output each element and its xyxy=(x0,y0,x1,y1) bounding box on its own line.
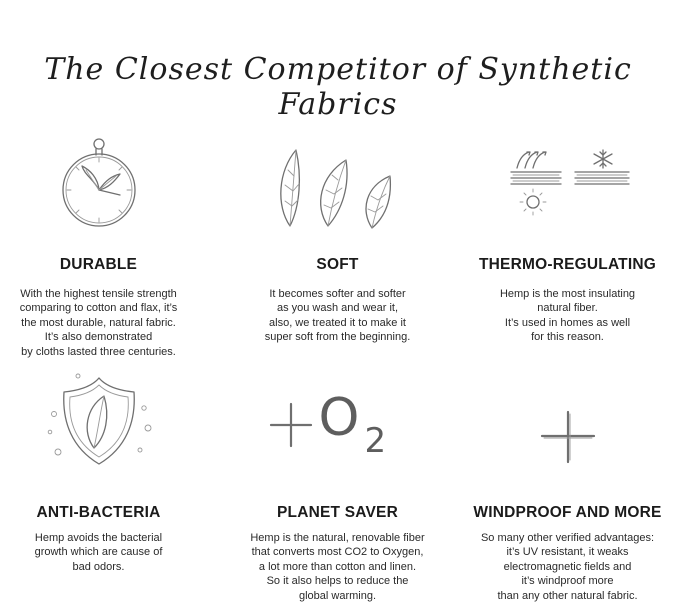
shield-leaf-icon xyxy=(44,372,154,472)
stopwatch-leaf-icon xyxy=(54,130,144,234)
feature-description: With the highest tensile strength comparing to cotton and flax, it’s the most durable, natural fabric. It’s also demonstrated by cloths lasted three centuries. xyxy=(19,288,178,358)
feature-description: So many other verified advantages: it’s UV resistant, it weaks electromagnetic fields and it’s windproof more than any other natural fabric. xyxy=(480,532,655,602)
feature-heading: WINDPROOF AND MORE xyxy=(473,504,662,521)
feature-heading: DURABLE xyxy=(59,256,138,273)
feature-description: It becomes softer and softer as you wash and wear it, also, we treated it to make it super soft from the beginning. xyxy=(264,288,411,344)
o2-letter: O xyxy=(318,388,360,448)
feature-heading: PLANET SAVER xyxy=(277,504,398,521)
feature-description: Hemp avoids the bacterial growth which are cause of bad odors. xyxy=(34,532,163,573)
feature-description: Hemp is the natural, renovable fiber that converts most CO2 to Oxygen, a lot more than cotton and linen. So it also helps to reduce the global warming. xyxy=(250,532,425,602)
feature-heading: THERMO-REGULATING xyxy=(478,256,657,273)
feature-heading: ANTI-BACTERIA xyxy=(36,504,161,521)
page-title: The Closest Competitor of Synthetic Fabrics xyxy=(44,52,632,122)
o2-subscript: 2 xyxy=(364,421,387,461)
feature-heading: SOFT xyxy=(316,256,359,273)
plus-o2-icon xyxy=(275,388,401,468)
plus-icon xyxy=(538,408,598,468)
feathers-icon xyxy=(268,146,408,234)
feature-description: Hemp is the most insulating natural fiber. It’s used in homes as well for this reason. xyxy=(499,288,636,344)
heat-and-cold-icon xyxy=(503,148,633,222)
